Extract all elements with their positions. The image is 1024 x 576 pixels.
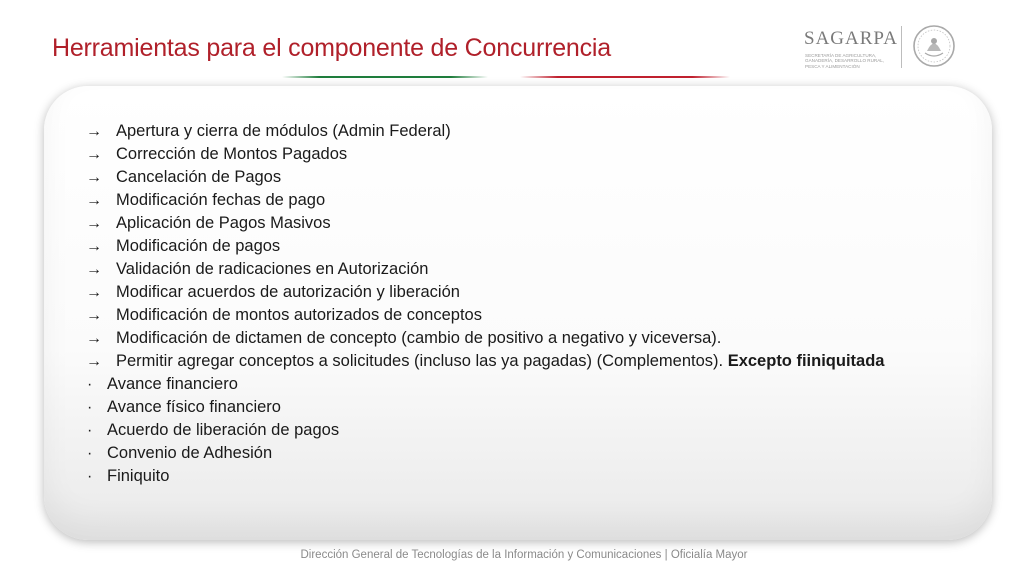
list-item: · Avance financiero <box>87 375 238 393</box>
emphasis-text: Excepto fiiniquitada <box>727 352 885 370</box>
bullet-dot-icon: · <box>87 375 93 393</box>
list-item: → Modificación de dictamen de concepto (cambio de positivo a negativo y viceversa). <box>86 329 722 347</box>
arrow-icon: → <box>86 214 102 232</box>
arrow-icon: → <box>86 237 102 255</box>
list-item: → Permitir agregar conceptos a solicitudes (incluso las ya pagadas) (Complementos). Excepto fiiniquitada <box>86 352 885 370</box>
list-item: · Finiquito <box>87 467 170 485</box>
list-item: → Modificación de montos autorizados de conceptos <box>86 306 482 324</box>
arrow-icon: → <box>86 260 102 278</box>
list-item: → Corrección de Montos Pagados <box>86 145 348 163</box>
green-accent-rule <box>282 76 488 78</box>
arrow-icon: → <box>86 168 102 186</box>
list-item: → Modificación fechas de pago <box>86 191 326 209</box>
list-item: → Cancelación de Pagos <box>86 168 282 186</box>
logo-wordmark: SAGARPA <box>804 28 898 49</box>
list-item: · Convenio de Adhesión <box>87 444 273 462</box>
bullet-dot-icon: · <box>87 398 93 416</box>
list-item: → Modificar acuerdos de autorización y liberación <box>86 283 460 301</box>
slide-title: Herramientas para el componente de Concurrencia <box>52 34 611 62</box>
bullet-dot-icon: · <box>87 421 93 439</box>
arrow-icon: → <box>86 352 102 370</box>
bullet-dot-icon: · <box>87 467 93 485</box>
national-seal-icon <box>912 24 956 68</box>
list-item: · Avance físico financiero <box>87 398 281 416</box>
slide-footer: Dirección General de Tecnologías de la Información y Comunicaciones | Oficialía Mayor <box>300 549 748 561</box>
arrow-icon: → <box>86 283 102 301</box>
arrow-icon: → <box>86 191 102 209</box>
list-item: → Apertura y cierra de módulos (Admin Federal) <box>86 122 451 140</box>
arrow-icon: → <box>86 306 102 324</box>
sagarpa-logo <box>804 26 964 72</box>
list-item: → Validación de radicaciones en Autorización <box>86 260 429 278</box>
logo-divider <box>901 26 902 68</box>
list-item: → Aplicación de Pagos Masivos <box>86 214 331 232</box>
arrow-icon: → <box>86 329 102 347</box>
red-accent-rule <box>520 76 730 78</box>
list-item: · Acuerdo de liberación de pagos <box>87 421 340 439</box>
tools-list <box>86 120 884 488</box>
list-item: → Modificación de pagos <box>86 237 281 255</box>
arrow-icon: → <box>86 145 102 163</box>
arrow-icon: → <box>86 122 102 140</box>
bullet-dot-icon: · <box>87 444 93 462</box>
logo-subtitle: SECRETARÍA DE AGRICULTURA, GANADERÍA, DESARROLLO RURAL, PESCA Y ALIMENTACIÓN <box>805 53 885 69</box>
